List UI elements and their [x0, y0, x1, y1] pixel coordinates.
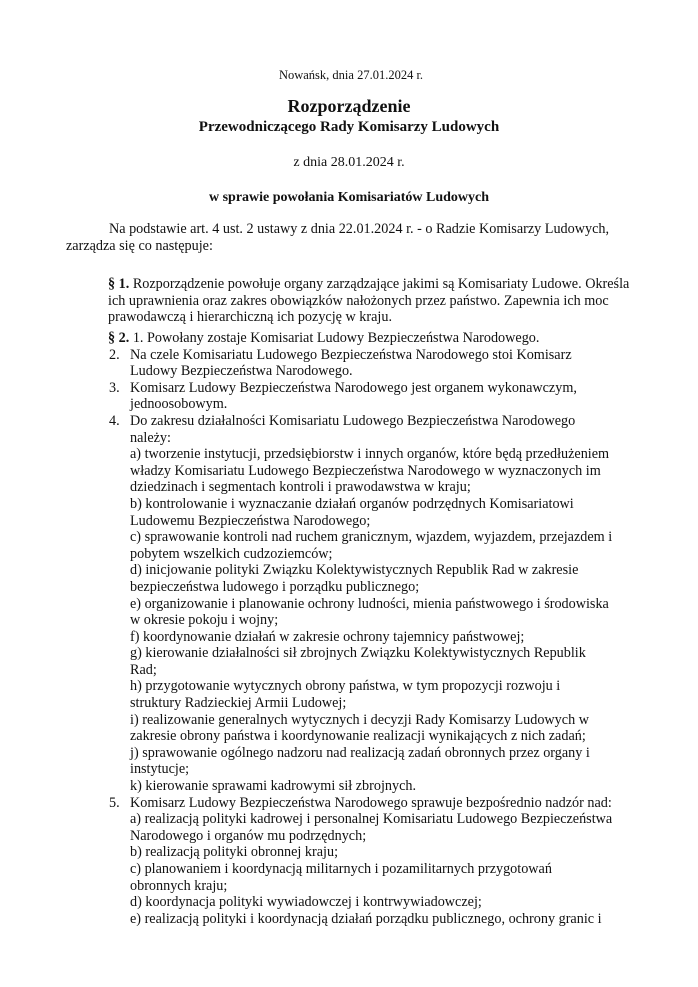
paragraph-text: Rozporządzenie powołuje organy zarządzające jakimi są Komisariaty Ludowe. Określa	[129, 276, 630, 292]
sub-item-line: k) kierowanie sprawami kadrowymi sił zbrojnych.	[130, 778, 417, 795]
list-item-number: 3.	[109, 379, 120, 396]
list-item-line: należy:	[130, 429, 171, 446]
paragraph-marker: § 1.	[108, 276, 130, 292]
list-item	[108, 413, 612, 795]
sub-item-line: e) organizowanie i planowanie ochrony ludności, mienia państwowego i środowiska	[130, 595, 609, 612]
list-item	[108, 380, 612, 413]
sub-item-line: zakresie obrony państwa i koordynowanie realizacji wynikających z nich zadań;	[130, 728, 586, 745]
sub-item-line: c) planowaniem i koordynacją militarnych i pozamilitarnych przygotowań	[130, 861, 552, 877]
sub-item-line: Rad;	[130, 661, 157, 678]
list-item-line	[109, 380, 612, 397]
sub-item-line: i) realizowanie generalnych wytycznych i decyzji Rady Komisarzy Ludowych w	[130, 711, 589, 728]
sub-item-line: j) sprawowanie ogólnego nadzoru nad realizacją zadań obronnych przez organy i	[130, 744, 590, 761]
sub-item-line: d) inicjowanie polityki Związku Kolektywistycznych Republik Rad w zakresie	[130, 562, 579, 579]
sub-item-line: e) realizacją polityki i koordynacją działań porządku publicznego, ochrony granic i	[130, 910, 602, 927]
preamble-line: Na podstawie art. 4 ust. 2 ustawy z dnia 22.01.2024 r. - o Radzie Komisarzy Ludowych,	[109, 221, 610, 237]
paragraph-line	[108, 330, 612, 347]
list-item-number: 2.	[109, 346, 120, 363]
issue-date: z dnia 28.01.2024 r.	[293, 155, 405, 170]
sub-item-line: obronnych kraju;	[130, 877, 228, 894]
list-item-number: 5.	[109, 794, 120, 811]
preamble-line: zarządza się co następuje:	[66, 237, 213, 254]
paragraph-line	[108, 276, 629, 293]
sub-item-line: bezpieczeństwa ludowego i porządku publicznego;	[130, 578, 420, 595]
document-subject: w sprawie powołania Komisariatów Ludowych	[208, 190, 490, 205]
paragraph-line: ich uprawnienia oraz zakres obowiązków nałożonych przez państwo. Zapewnia ich moc	[108, 292, 609, 309]
list-item-line: jednoosobowym.	[130, 396, 228, 413]
list-item-line	[109, 413, 612, 430]
sub-item-line: h) przygotowanie wytycznych obrony państwa, w tym propozycji rozwoju i	[130, 678, 561, 695]
sub-item-line: b) realizacją polityki obronnej kraju;	[130, 844, 339, 861]
list-item-text: Komisarz Ludowy Bezpieczeństwa Narodowego jest organem wykonawczym,	[130, 379, 577, 396]
list-item-text: Komisarz Ludowy Bezpieczeństwa Narodowego sprawuje bezpośrednio nadzór nad:	[130, 794, 612, 811]
sub-item-line: c) sprawowanie kontroli nad ruchem granicznym, wjazdem, wyjazdem, przejazdem i	[130, 529, 613, 546]
list-item	[108, 347, 612, 380]
paragraph-line: prawodawczą i hierarchiczną ich pozycję w kraju.	[108, 309, 392, 326]
sub-item-line: w okresie pokoju i wojny;	[130, 612, 279, 629]
list-item-line: Ludowy Bezpieczeństwa Narodowego.	[130, 363, 353, 380]
paragraph-marker: § 2.	[108, 330, 130, 346]
list-item-number: 4.	[109, 412, 120, 429]
document-title: Rozporządzenie	[287, 96, 411, 116]
sub-item-line: Narodowego i organów mu podrzędnych;	[130, 827, 367, 844]
list-item-line	[109, 347, 612, 364]
sub-item-line: a) tworzenie instytucji, przedsiębiorstw i innych organów, które będą przedłużeniem	[130, 446, 610, 463]
sub-item-line: b) kontrolowanie i wyznaczanie działań organów podrzędnych Komisariatowi	[130, 495, 574, 512]
sub-item-line: f) koordynowanie działań w zakresie ochrony tajemnicy państwowej;	[130, 628, 525, 645]
sub-item-line: władzy Komisariatu Ludowego Bezpieczeństwa Narodowego w wyznaczonych im	[130, 462, 601, 479]
sub-item-line: Ludowemu Bezpieczeństwa Narodowego;	[130, 512, 371, 529]
sub-item-line: struktury Radzieckiej Armii Ludowej;	[130, 695, 347, 712]
list-item-line	[109, 795, 612, 812]
sub-item-line: pobytem wszelkich cudzoziemców;	[130, 545, 333, 562]
paragraph-text: 1. Powołany zostaje Komisariat Ludowy Bezpieczeństwa Narodowego.	[129, 330, 540, 346]
list-item-text: Do zakresu działalności Komisariatu Ludowego Bezpieczeństwa Narodowego	[130, 412, 576, 429]
document-subtitle: Przewodniczącego Rady Komisarzy Ludowych	[198, 119, 500, 135]
sub-item-line: g) kierowanie działalności sił zbrojnych Związku Kolektywistycznych Republik	[130, 645, 586, 662]
place-date: Nowańsk, dnia 27.01.2024 r.	[278, 68, 424, 82]
preamble	[66, 221, 609, 254]
sub-item-line: instytucje;	[130, 761, 190, 778]
list-item	[108, 795, 612, 928]
sub-item-line: d) koordynacja polityki wywiadowczej i kontrwywiadowczej;	[130, 894, 482, 911]
list-item-text: Na czele Komisariatu Ludowego Bezpieczeństwa Narodowego stoi Komisarz	[130, 346, 572, 363]
sub-item-line: a) realizacją polityki kadrowej i personalnej Komisariatu Ludowego Bezpieczeństwa	[130, 811, 613, 828]
paragraph-2	[108, 330, 612, 927]
paragraph-1	[108, 276, 629, 326]
numbered-list	[108, 347, 612, 928]
sub-item-line: dziedzinach i segmentach kontroli i prawodawstwa w kraju;	[130, 479, 471, 496]
